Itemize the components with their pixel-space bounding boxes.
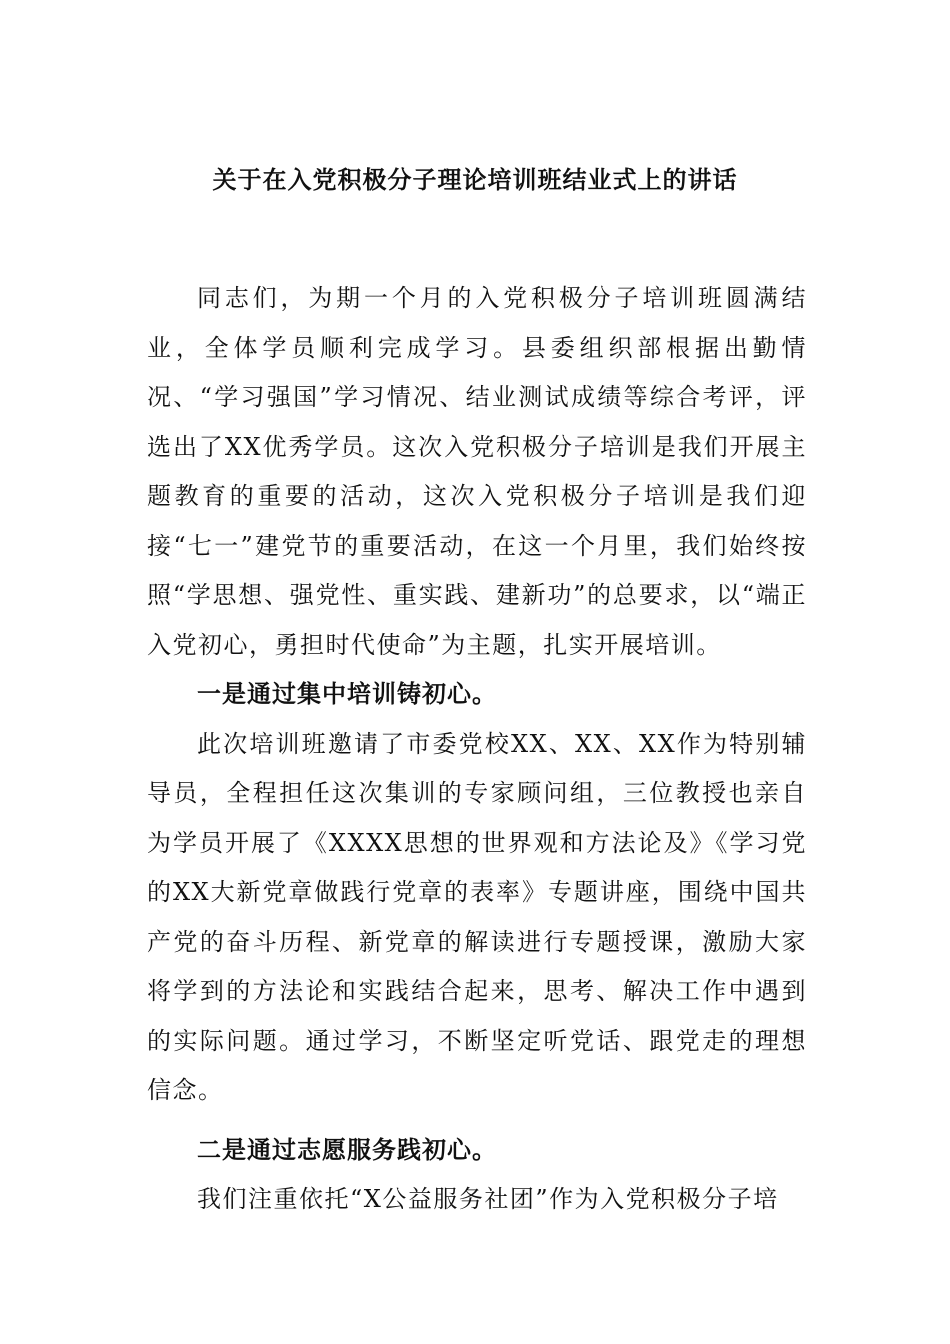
document-body [147, 274, 807, 1225]
document-title: 关于在入党积极分子理论培训班结业式上的讲话 [212, 166, 738, 194]
section-heading-2: 二是通过志愿服务践初心。 [197, 1135, 497, 1164]
intro-paragraph: 同志们，为期一个月的入党积极分子培训班圆满结业，全体学员顺利完成学习。县委组织部根据出勤情况、“学习强国”学习情况、结业测试成绩等综合考评，评选出了XX优秀学员。这次入党积极分子培训是我们开展主题教育的重要的活动，这次入党积极分子培训是我们迎接“七一”建党节的重要活动，在这一个月里，我们始终按照“学思想、强党性、重实践、建新功”的总要求，以“端正入党初心，勇担时代使命”为主题，扎实开展培训。 [147, 284, 807, 659]
section-heading-1: 一是通过集中培训铸初心。 [197, 680, 497, 708]
section-2-paragraph: 我们注重依托“X公益服务社团”作为入党积极分子培 [197, 1185, 779, 1213]
section-1-paragraph: 此次培训班邀请了市委党校XX、XX、XX作为特别辅导员，全程担任这次集训的专家顾问组，三位教授也亲自为学员开展了《XXXX思想的世界观和方法论及》《学习党的XX大新党章做践行党章的表率》专题讲座，围绕中国共产党的奋斗历程、新党章的解读进行专题授课，激励大家将学到的方法论和实践结合起来，思考、解决工作中遇到的实际问题。通过学习，不断坚定听党话、跟党走的理想信念。 [147, 729, 807, 1104]
